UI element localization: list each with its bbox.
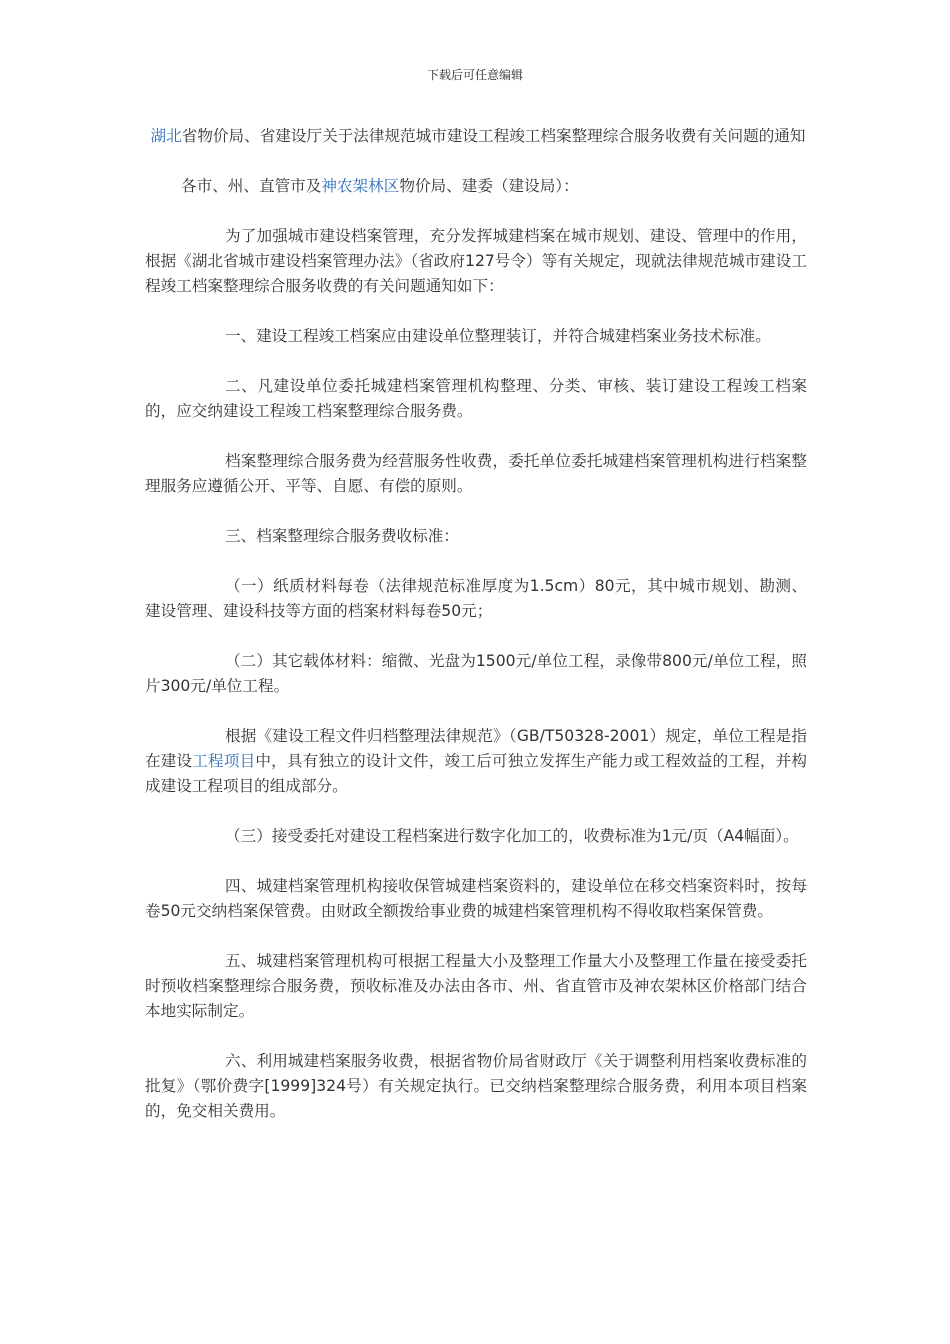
paragraph-service-fee: 档案整理综合服务费为经营服务性收费，委托单位委托城建档案管理机构进行档案整理服务应遵循公开、平等、自愿、有偿的原则。 xyxy=(145,452,807,495)
definition-post: 中，具有独立的设计文件，竣工后可独立发挥生产能力或工程效益的工程，并构成建设工程项目的组成部分。 xyxy=(145,752,807,795)
title-text: 省物价局、省建设厅关于法律规范城市建设工程竣工档案整理综合服务收费有关问题的通知 xyxy=(181,127,806,145)
paragraph-intro: 为了加强城市建设档案管理，充分发挥城建档案在城市规划、建设、管理中的作用，根据《湖北省城市建设档案管理办法》（省政府127号令）等有关规定，现就法律规范城市建设工程竣工档案整理综合服务收费的有关问题通知如下： xyxy=(145,227,807,295)
salutation xyxy=(145,174,807,199)
paragraph-item-6: 六、利用城建档案服务收费，根据省物价局省财政厅《关于调整利用档案收费标准的批复》（鄂价费字[1999]324号）有关规定执行。已交纳档案整理综合服务费，利用本项目档案的，免交相关费用。 xyxy=(145,1052,807,1120)
paragraph-item-4: 四、城建档案管理机构接收保管城建档案资料的，建设单位在移交档案资料时，按每卷50元交纳档案保管费。由财政全额拨给事业费的城建档案管理机构不得收取档案保管费。 xyxy=(145,877,807,920)
paragraph-item-2: 二、凡建设单位委托城建档案管理机构整理、分类、审核、装订建设工程竣工档案的，应交纳建设工程竣工档案整理综合服务费。 xyxy=(145,377,807,420)
document-body xyxy=(145,124,807,1149)
header-note: 下载后可任意编辑 xyxy=(426,68,523,82)
definition-pre: 根据《建设工程文件归档整理法律规范》（GB/T50328-2001）规定，单位工程是指在建设 xyxy=(145,727,807,770)
paragraph-item-3-3: （三）接受委托对建设工程档案进行数字化加工的，收费标准为1元/页（A4幅面）。 xyxy=(225,827,799,845)
paragraph-item-1: 一、建设工程竣工档案应由建设单位整理装订，并符合城建档案业务技术标准。 xyxy=(225,327,771,345)
paragraph-item-3-2: （二）其它载体材料：缩微、光盘为1500元/单位工程，录像带800元/单位工程，照片300元/单位工程。 xyxy=(145,652,807,695)
salutation-post: 物价局、建委（建设局）： xyxy=(399,177,579,195)
salutation-pre: 各市、州、直管市及 xyxy=(181,177,322,195)
definition-link-project[interactable]: 工程项目 xyxy=(192,752,256,770)
paragraph-item-3-1: （一）纸质材料每卷（法律规范标准厚度为1.5cm）80元，其中城市规划、勘测、建设管理、建设科技等方面的档案材料每卷50元； xyxy=(145,577,807,620)
paragraph-item-3: 三、档案整理综合服务费收标准： xyxy=(225,527,459,545)
salutation-link-shennongjia[interactable]: 神农架林区 xyxy=(321,177,400,195)
paragraph-item-5: 五、城建档案管理机构可根据工程量大小及整理工作量大小及整理工作量在接受委托时预收档案整理综合服务费，预收标准及办法由各市、州、省直管市及神农架林区价格部门结合本地实际制定。 xyxy=(145,952,807,1020)
document-title xyxy=(145,124,807,149)
title-link-hubei[interactable]: 湖北 xyxy=(150,127,182,145)
paragraph-definition xyxy=(145,724,807,799)
